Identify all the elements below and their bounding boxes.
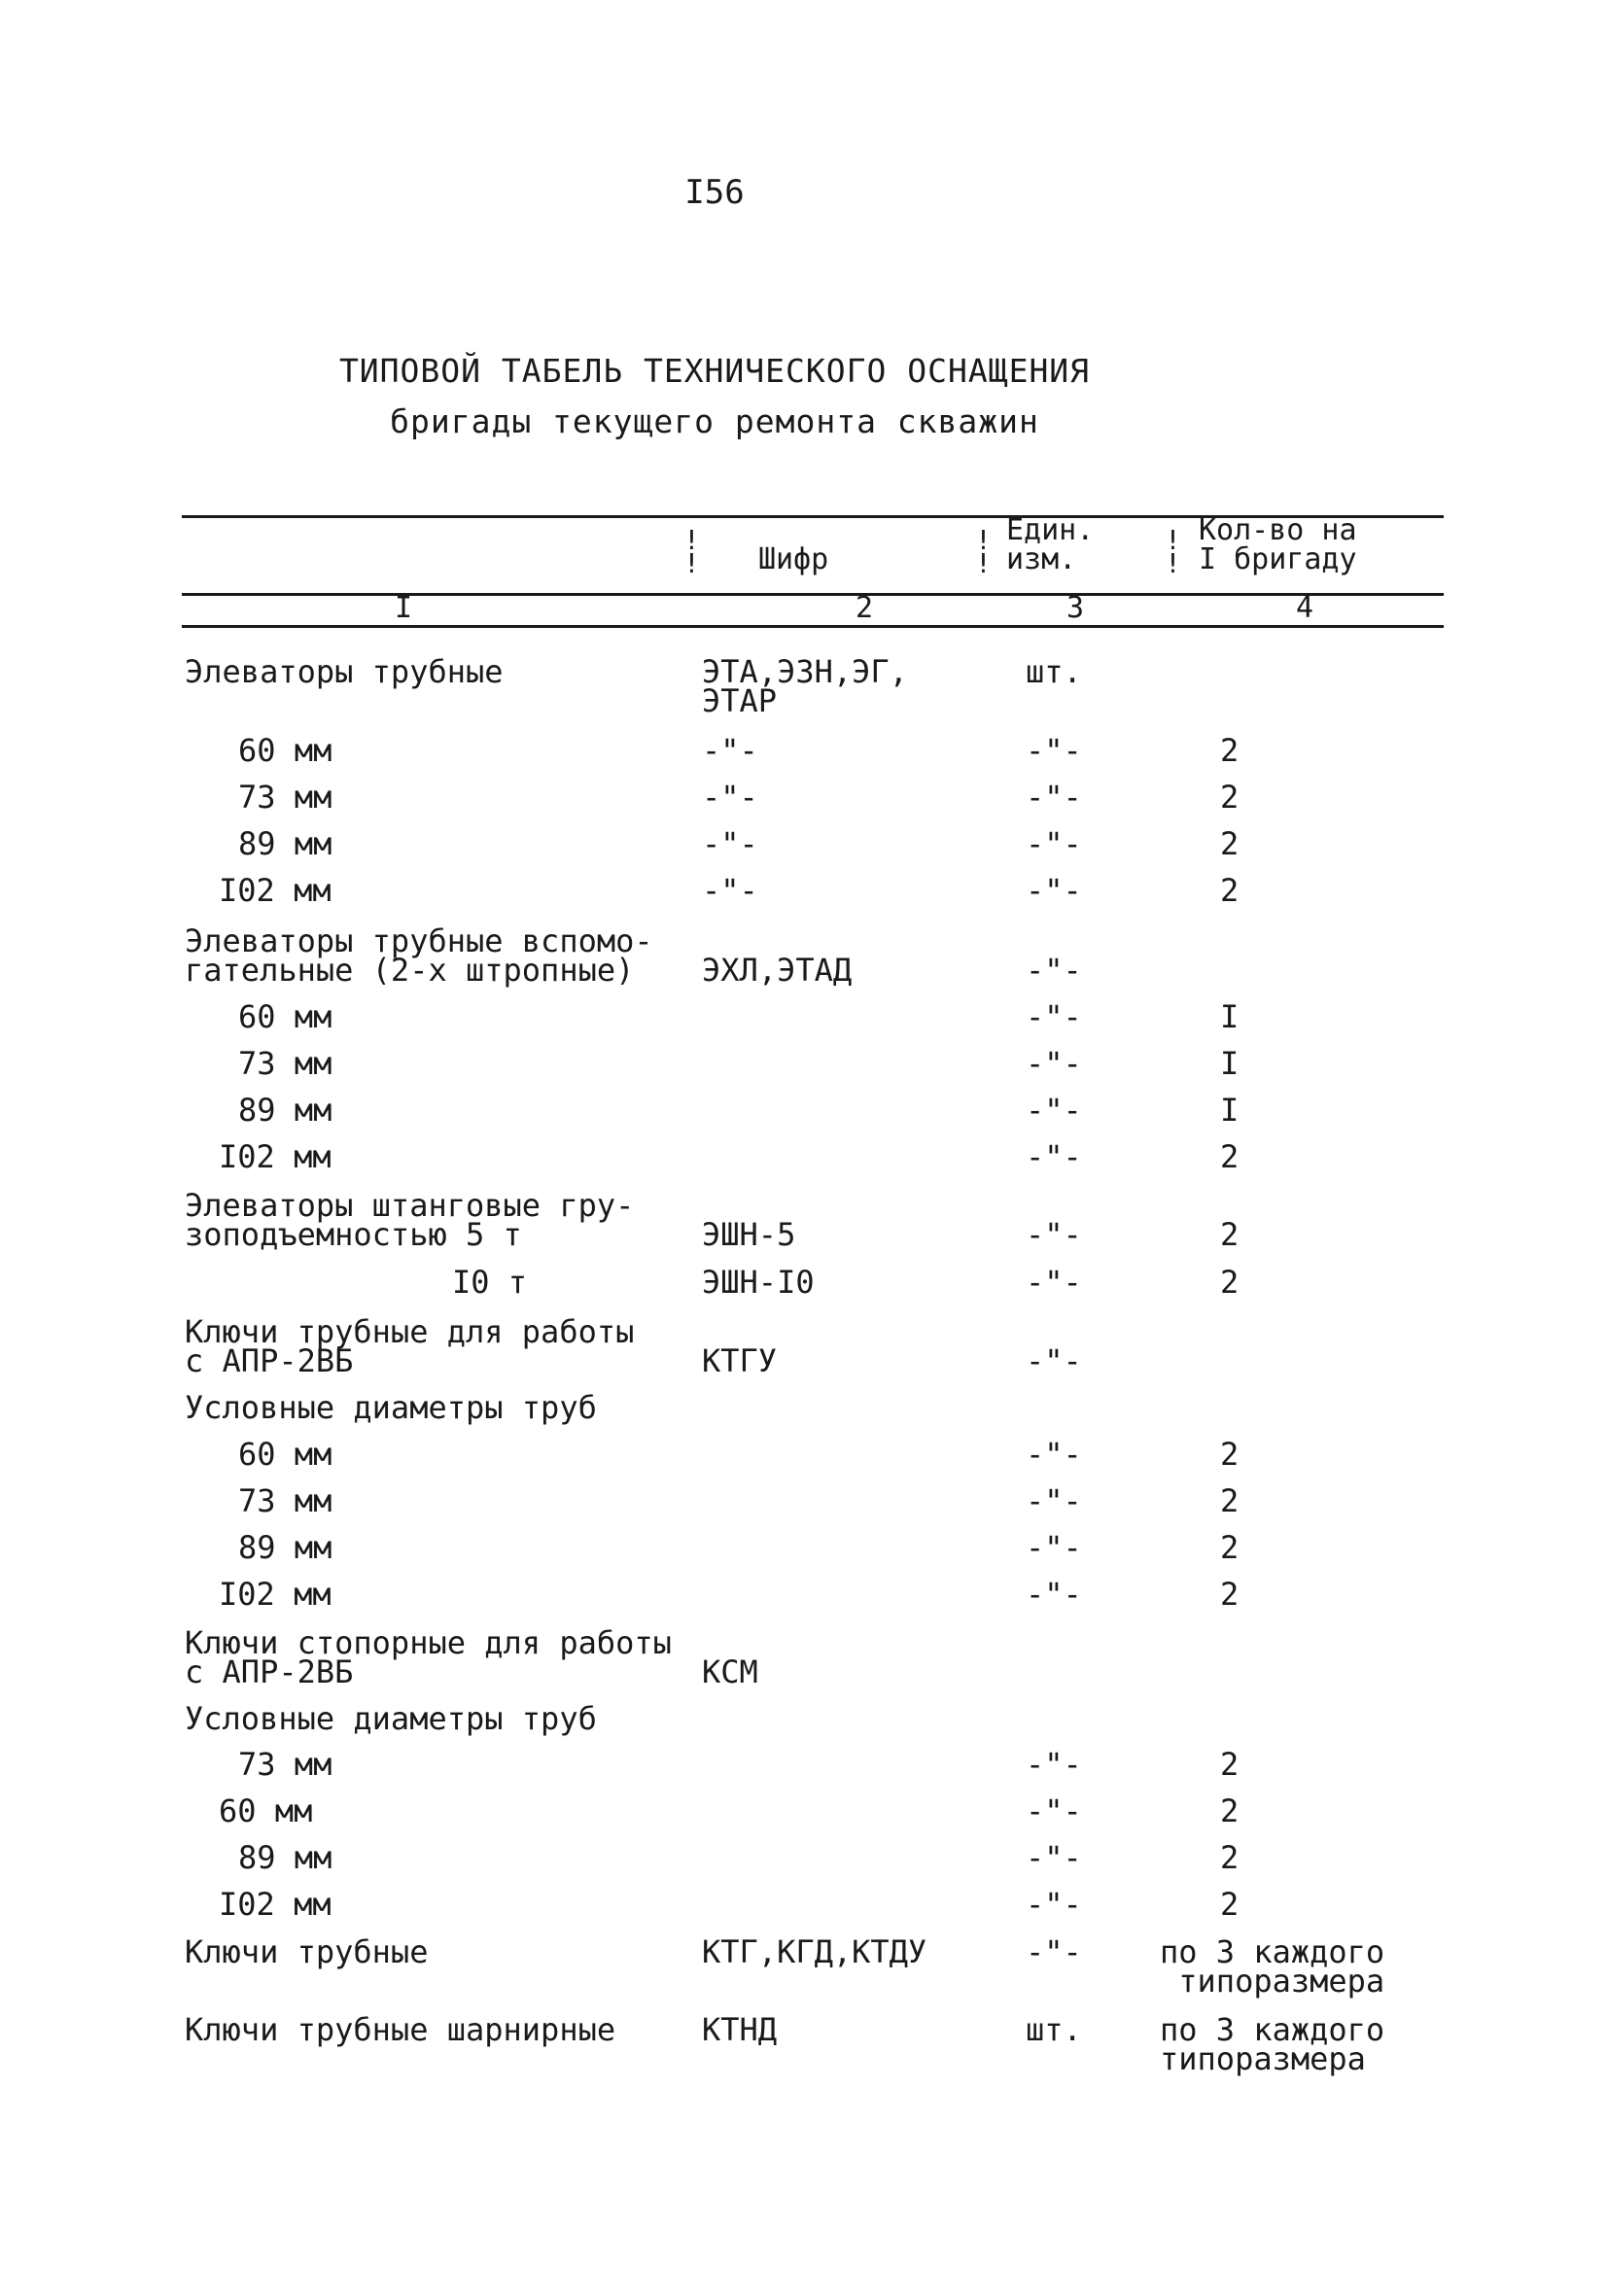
item-unit: -"- (1026, 1839, 1082, 1876)
item-qty: I (1220, 998, 1240, 1035)
item-name: Ключи стопорные для работы с АПР-2ВБ (185, 1624, 672, 1690)
item-name: Условные диаметры труб (185, 1700, 597, 1737)
item-code: КТГУ (702, 1342, 778, 1379)
item-name: I0 т (452, 1264, 528, 1301)
item-unit: -"- (1026, 1138, 1082, 1175)
item-name: Условные диаметры труб (185, 1389, 597, 1426)
item-unit: -"- (1026, 1746, 1082, 1783)
item-name: Элеваторы трубные (185, 653, 504, 690)
column-number-3: 3 (1066, 591, 1085, 625)
item-qty: 2 (1220, 1529, 1240, 1566)
item-unit: -"- (1026, 1529, 1082, 1566)
item-code: ЭТА,ЭЗН,ЭГ, ЭТАР (702, 653, 908, 719)
item-code: -"- (702, 779, 758, 816)
header-rule (182, 593, 1444, 596)
item-unit: -"- (1026, 1576, 1082, 1613)
item-unit: -"- (1026, 1092, 1082, 1129)
page-number: I56 (684, 173, 745, 212)
item-qty: 2 (1220, 1886, 1240, 1923)
item-unit: шт. (1026, 2011, 1082, 2048)
item-unit: -"- (1026, 872, 1082, 909)
item-unit: -"- (1026, 825, 1082, 862)
item-name: 60 мм (238, 998, 332, 1035)
item-unit: -"- (1026, 732, 1082, 769)
item-code: -"- (702, 872, 758, 909)
item-qty: 2 (1220, 1436, 1240, 1473)
item-unit: -"- (1026, 1045, 1082, 1082)
item-qty: 2 (1220, 1138, 1240, 1175)
item-name: 60 мм (238, 1436, 332, 1473)
item-name: Ключи трубные шарнирные (185, 2011, 616, 2048)
item-code: ЭШН-I0 (702, 1264, 815, 1301)
item-name: Элеваторы штанговые гру- зоподъемностью 5 т (185, 1187, 635, 1253)
item-name: I02 мм (219, 1576, 332, 1613)
header-code: Шифр (758, 542, 829, 576)
item-qty: 2 (1220, 1839, 1240, 1876)
item-unit: -"- (1026, 1792, 1082, 1829)
item-qty: 2 (1220, 825, 1240, 862)
item-qty: по 3 каждого типоразмера (1160, 1933, 1385, 2000)
column-number-4: 4 (1296, 591, 1314, 625)
item-qty: 2 (1220, 1576, 1240, 1613)
item-qty: по 3 каждого типоразмера (1160, 2011, 1385, 2077)
header-qty: Кол-во на I бригаду (1199, 513, 1357, 576)
item-name: 73 мм (238, 1045, 332, 1082)
item-unit: -"- (1026, 1482, 1082, 1519)
item-name: I02 мм (219, 1886, 332, 1923)
item-unit: -"- (1026, 998, 1082, 1035)
item-name: 73 мм (238, 779, 332, 816)
item-name: Ключи трубные (185, 1933, 429, 1970)
item-name: 89 мм (238, 825, 332, 862)
table-title: ТИПОВОЙ ТАБЕЛЬ ТЕХНИЧЕСКОГО ОСНАЩЕНИЯ (338, 352, 1091, 390)
item-unit: -"- (1026, 1436, 1082, 1473)
item-qty: 2 (1220, 779, 1240, 816)
item-name: I02 мм (219, 1138, 332, 1175)
table-subtitle: бригады текущего ремонта скважин (390, 402, 1039, 440)
item-name: I02 мм (219, 872, 332, 909)
item-name: 89 мм (238, 1839, 332, 1876)
item-unit: -"- (1026, 952, 1082, 989)
column-number-rule (182, 625, 1444, 628)
item-qty: I (1220, 1092, 1240, 1129)
item-name: 89 мм (238, 1092, 332, 1129)
item-code: -"- (702, 825, 758, 862)
item-code: КТНД (702, 2011, 778, 2048)
item-code: КСМ (702, 1653, 758, 1690)
item-code: ЭШН-5 (702, 1216, 796, 1253)
header-unit: Един. изм. (1006, 513, 1095, 576)
column-number-1: I (395, 591, 413, 625)
item-qty: 2 (1220, 1264, 1240, 1301)
item-unit: -"- (1026, 1342, 1082, 1379)
item-name: Элеваторы трубные вспомо- гательные (2-х штропные) (185, 922, 653, 989)
item-name: 73 мм (238, 1746, 332, 1783)
item-code: ЭХЛ,ЭТАД (702, 952, 853, 989)
item-qty: I (1220, 1045, 1240, 1082)
item-name: 60 мм (238, 732, 332, 769)
item-name: 60 мм (219, 1792, 313, 1829)
item-qty: 2 (1220, 1792, 1240, 1829)
item-code: КТГ,КГД,КТДУ (702, 1933, 927, 1970)
item-unit: шт. (1026, 653, 1082, 690)
item-unit: -"- (1026, 779, 1082, 816)
item-unit: -"- (1026, 1933, 1082, 1970)
item-name: 89 мм (238, 1529, 332, 1566)
item-unit: -"- (1026, 1886, 1082, 1923)
item-qty: 2 (1220, 1746, 1240, 1783)
item-qty: 2 (1220, 872, 1240, 909)
item-qty: 2 (1220, 732, 1240, 769)
item-unit: -"- (1026, 1216, 1082, 1253)
column-number-2: 2 (856, 591, 874, 625)
item-qty: 2 (1220, 1216, 1240, 1253)
item-code: -"- (702, 732, 758, 769)
item-qty: 2 (1220, 1482, 1240, 1519)
item-unit: -"- (1026, 1264, 1082, 1301)
item-name: Ключи трубные для работы с АПР-2ВБ (185, 1313, 635, 1379)
item-name: 73 мм (238, 1482, 332, 1519)
